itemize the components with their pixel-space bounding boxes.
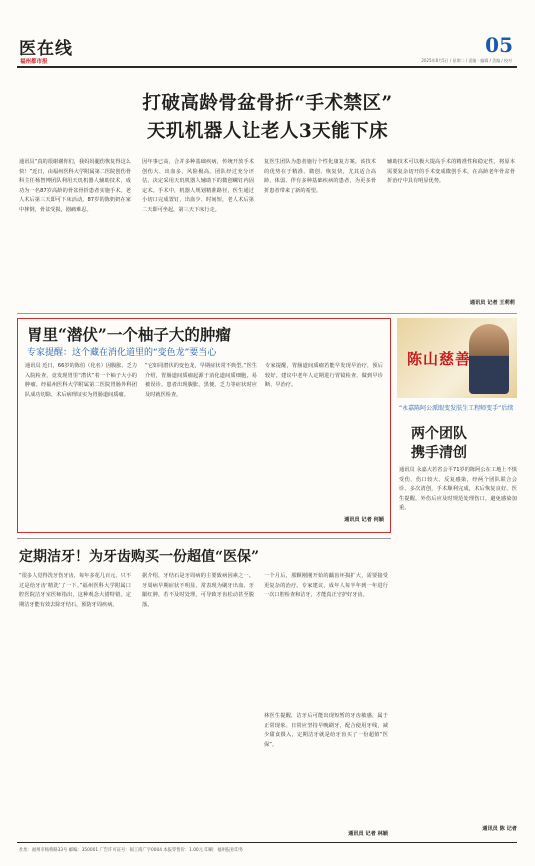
dental-divider [17,538,391,539]
column-title: 陈山慈善 [407,350,472,368]
dental-byline: 通讯员 记者 林颖 [348,831,388,837]
lead-col-1: 通讯员“真的很谢谢你们，我妈妈腿伤恢复得这么快！”近日，由福州医科大学附属第二医院创伤骨科主任杨智博团队利用天玑机器人辅助技术，成功为一名87岁高龄的骨盆骨折患者实施手术。老人术后第三天即可下床活动。87岁的陈奶奶在家中摔倒，骨盆受损，剧痛难忍。 [19,159,131,213]
lead-col-3: 复医生团队为患者施行个性化康复方案。该技术的优势在于精准、微创、恢复快，尤其适合高龄、体弱、伴有多种基础疾病的患者，为更多骨折患者带来了新的希望。 [264,159,376,194]
footer-rule [17,842,517,843]
page-number: 05 [485,33,513,57]
dental-col-2: 据介绍，牙结石是牙周病的主要致病因素之一。牙周病早期症状不明显，常表现为刷牙出血、牙龈红肿，若不及时处理，可导致牙齿松动甚至脱落。 [142,573,254,608]
tumor-col-2: “它如同潜伏的变色龙，早期症状常不典型。”医生介绍，胃肠道间质瘤起源于消化道间质细胞，易被误诊。患者出现腹胀、黑便、乏力等症状时应及时就医检查。 [145,363,257,398]
masthead-rule [17,66,517,68]
doctor-portrait [469,324,509,394]
masthead-info-line: 2025年8月5日 / 星期二 / 责编 · 编辑 / 美编 / 校对 [421,58,512,63]
tumor-headline: 胃里“潜伏”一个柚子大的肿瘤 [27,325,231,344]
lead-col-4: 辅助技术可以极大提高手术的精准性和稳定性，将原本需要复杂切开的手术变成微创手术，在高龄老年骨盆骨折治疗中具有明显优势。 [387,159,515,185]
section-sub-label: 福州都市报 [20,59,48,65]
lead-headline-2: 天玑机器人让老人3天能下床 [146,121,389,142]
column-header-panel [397,318,517,398]
lead-headline-1: 打破高龄骨盆骨折“手术禁区” [142,93,393,114]
tumor-byline: 通讯员 记者 何颖 [344,517,384,523]
dental-col-4: 林医生提醒，洁牙后可能出现短暂的牙齿敏感，属于正常现象。日常应坚持早晚刷牙，配合使用牙线，减少甜食摄入，定期洁牙就是给牙齿买了一份超值“医保”。 [264,713,388,748]
dental-headline: 定期洁牙！为牙齿购买一份超值“医保” [19,549,260,565]
column-kicker: “永嘉陈阿公派眼变发肤生工程师变手”后续 [399,405,514,412]
lead-divider [17,313,517,314]
column-headline-2: 携手清创 [411,445,467,461]
section-title: 医在线 [19,39,73,59]
footer-text: 社址：福州市杨桥路33号 邮编：350001 广告许可证号：闽工商广字0004 本报零售价：1.00元 印刷：福州报业印务 [19,848,244,853]
column-byline: 通讯员 陈 记者 [482,826,517,832]
dental-col-1: “很多人觉得洗牙伤牙齿，每年多花几百元，只不过是给牙齿‘精洗’了一下。”福州医科大学附属口腔医院洁牙室医师指出，这种观念大错特错。定期洁牙能有效去除牙结石，预防牙周疾病。 [19,573,131,608]
tumor-col-3: 专家提醒，胃肠道间质瘤若能早发现早治疗，预后较好。建议中老年人定期进行胃镜检查，做到早诊断、早治疗。 [265,363,383,389]
column-body: 通讯员 永嘉大若省会平71岁的陈阿公在工地上不慎受伤，伤口较大、反复感染，经两个团队联合会诊、多次清创，手术顺利完成，术后恢复良好。医生提醒，外伤后应及时规范处理伤口，避免感染加重。 [399,467,517,512]
dental-col-3: 一个月后，那颗刚刚开始的龋齿坏损扩大，需要接受更复杂的治疗。专家建议，成年人每半年到一年进行一次口腔检查和洁牙，才能真正守护好牙齿。 [264,573,388,599]
tumor-subhead: 专家提醒：这个藏在消化道里的“变色龙”要当心 [27,348,217,358]
tumor-col-1: 通讯员 近日，66岁的陈伯（化名）因腹胀、乏力入院检查，竟发现胃里“潜伏”着一个柚子大小的肿瘤。经福州医科大学附属第二医院胃肠外科团队成功切除，术后病理证实为胃肠道间质瘤。 [25,363,137,398]
lead-col-2: 因年事已高，合并多种基础疾病，传统开放手术创伤大、出血多，风险极高。团队经过充分评估，决定采用天玑机器人辅助下的微创螺钉内固定术。手术中，机器人规划精准路径，医生通过小切口完成置钉，出血少、时间短，老人术后第二天即可坐起，第三天下床行走。 [142,159,254,213]
lead-byline: 通讯员 记者 王莉莉 [469,300,515,306]
column-headline-1: 两个团队 [411,426,467,442]
